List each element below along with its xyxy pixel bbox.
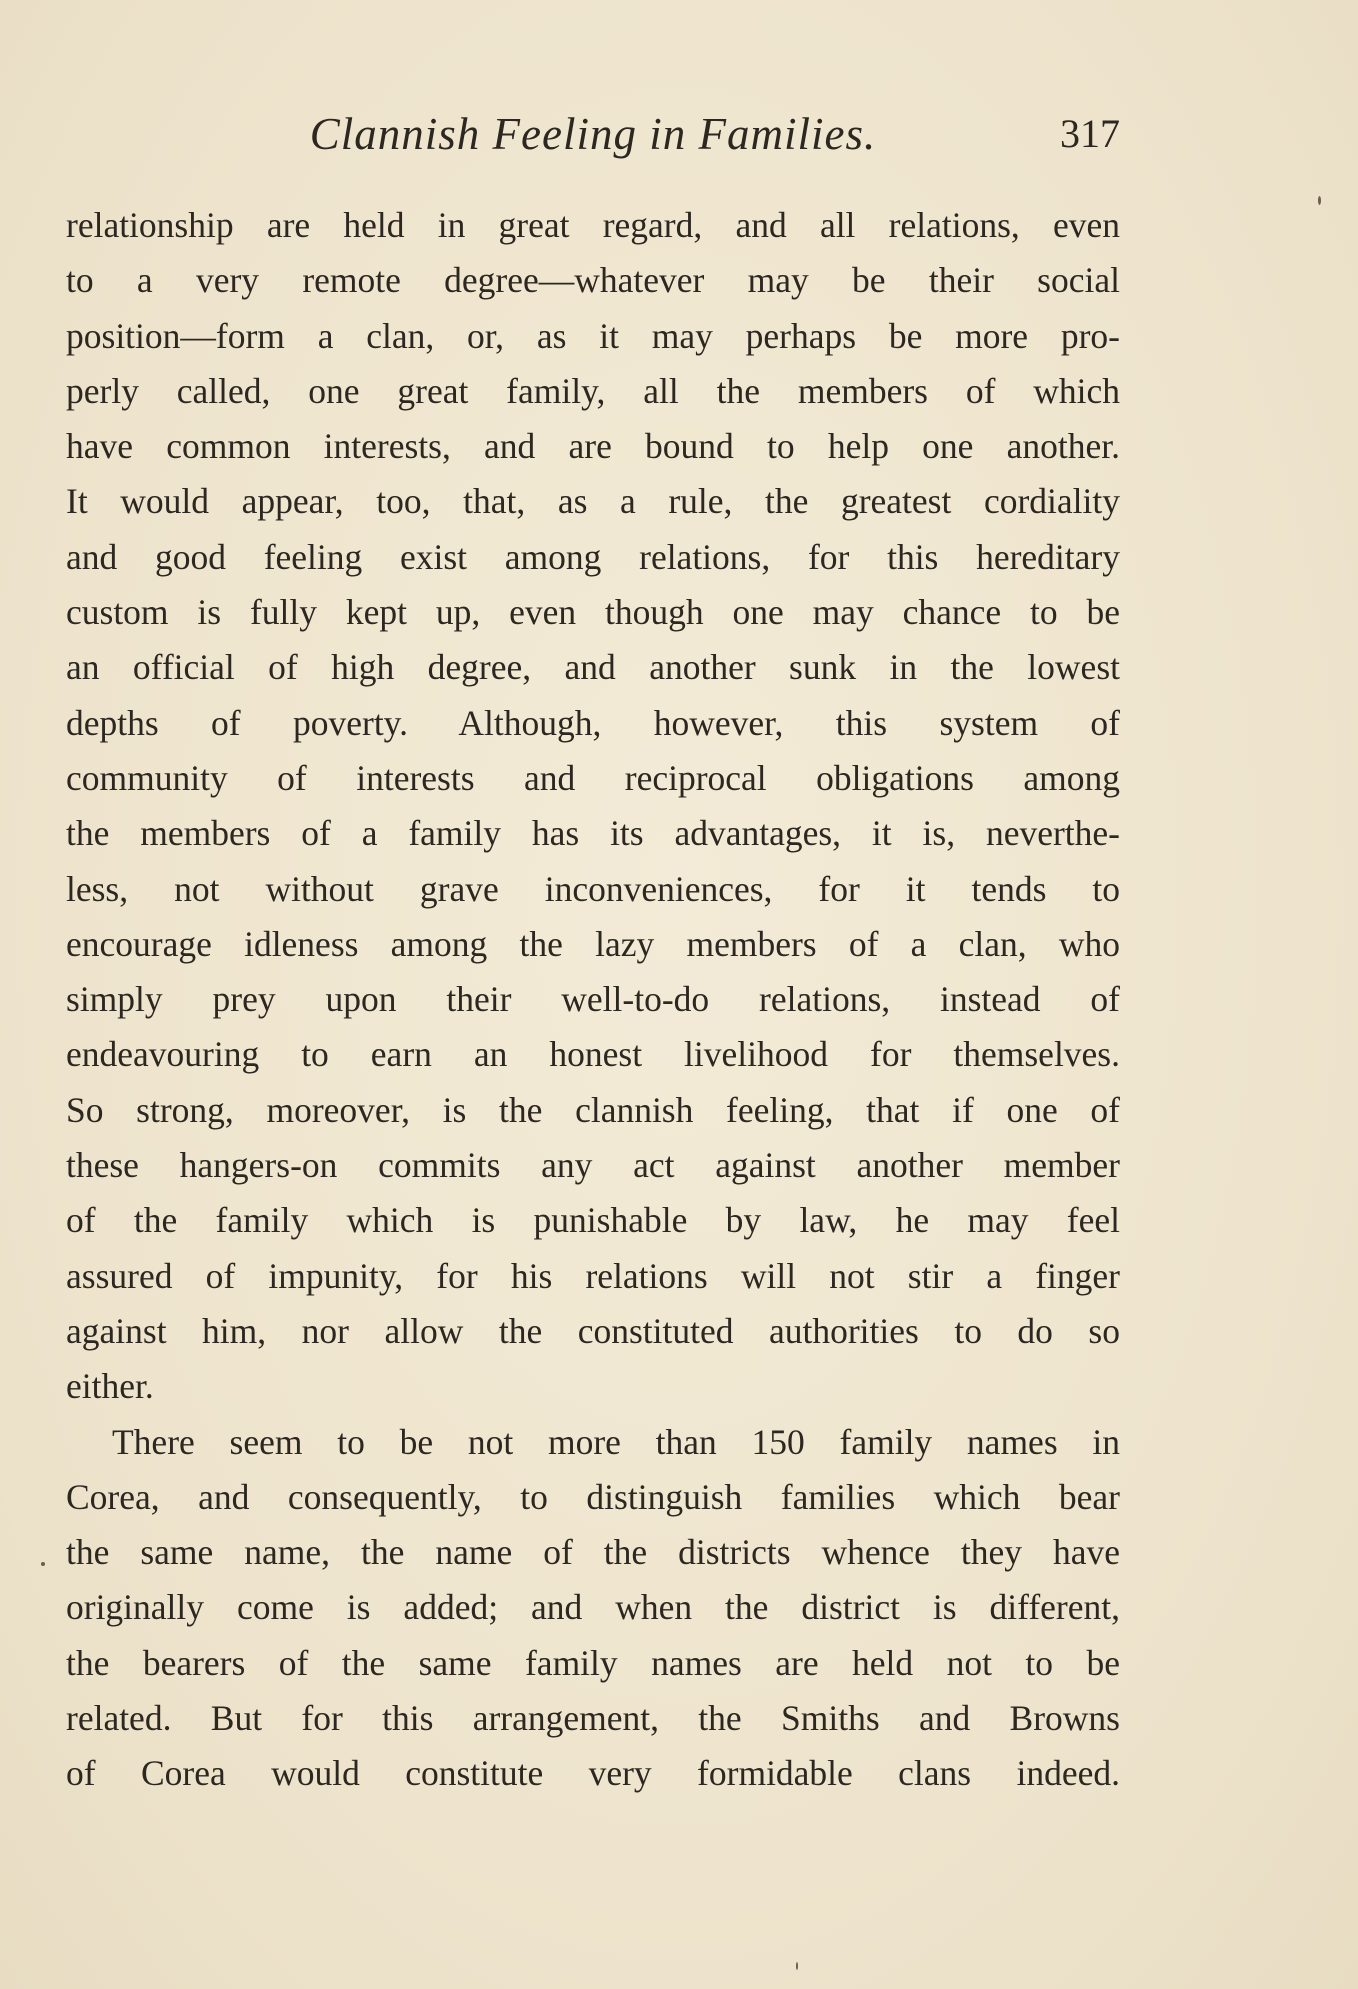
text-line: depths of poverty. Although, however, this system of bbox=[66, 702, 1120, 743]
text-line: and good feeling exist among relations, for this hereditary bbox=[66, 536, 1120, 577]
text-line: an official of high degree, and another sunk in the lowest bbox=[66, 647, 1120, 688]
running-header bbox=[66, 104, 1120, 164]
running-title: Clannish Feeling in Families. bbox=[309, 109, 877, 159]
text-line: It would appear, too, that, as a rule, the greatest cordiality bbox=[66, 481, 1120, 522]
text-line: relationship are held in great regard, and all relations, even bbox=[66, 205, 1120, 245]
text-line: So strong, moreover, is the clannish feeling, that if one of bbox=[66, 1089, 1120, 1130]
text-line: have common interests, and are bound to help one another. bbox=[66, 426, 1120, 467]
body-text bbox=[66, 198, 1120, 1802]
page-number: 317 bbox=[1060, 111, 1120, 156]
paper-speck bbox=[796, 1962, 798, 1970]
text-line: originally come is added; and when the district is different, bbox=[66, 1587, 1120, 1628]
text-line: endeavouring to earn an honest livelihood for themselves. bbox=[66, 1034, 1120, 1075]
text-line: position—form a clan, or, as it may perhaps be more pro- bbox=[66, 315, 1120, 356]
text-line: encourage idleness among the lazy members of a clan, who bbox=[66, 923, 1120, 964]
text-line: the same name, the name of the districts whence they have bbox=[66, 1532, 1120, 1573]
text-line: less, not without grave inconveniences, for it tends to bbox=[66, 868, 1120, 909]
text-line: assured of impunity, for his relations will not stir a finger bbox=[66, 1255, 1120, 1296]
text-line: to a very remote degree—whatever may be their social bbox=[66, 260, 1120, 301]
text-line: either. bbox=[66, 1366, 154, 1407]
paper-speck bbox=[41, 1562, 45, 1566]
text-line: perly called, one great family, all the members of which bbox=[66, 370, 1120, 411]
paper-speck bbox=[1318, 196, 1321, 205]
text-line: custom is fully kept up, even though one may chance to be bbox=[66, 592, 1120, 633]
text-line: Corea, and consequently, to distinguish families which bear bbox=[66, 1476, 1120, 1517]
text-line: of the family which is punishable by law, he may feel bbox=[66, 1200, 1120, 1241]
text-line: community of interests and reciprocal obligations among bbox=[66, 757, 1120, 798]
text-line: against him, nor allow the constituted authorities to do so bbox=[66, 1310, 1120, 1351]
text-line: the bearers of the same family names are held not to be bbox=[66, 1642, 1120, 1683]
text-line: of Corea would constitute very formidable clans indeed. bbox=[66, 1753, 1120, 1794]
text-line: simply prey upon their well-to-do relations, instead of bbox=[66, 979, 1120, 1020]
text-line: related. But for this arrangement, the Smiths and Browns bbox=[66, 1698, 1120, 1739]
text-line: the members of a family has its advantages, it is, neverthe- bbox=[66, 813, 1120, 854]
text-line: these hangers-on commits any act against another member bbox=[66, 1145, 1120, 1186]
text-line: There seem to be not more than 150 family names in bbox=[112, 1421, 1120, 1462]
